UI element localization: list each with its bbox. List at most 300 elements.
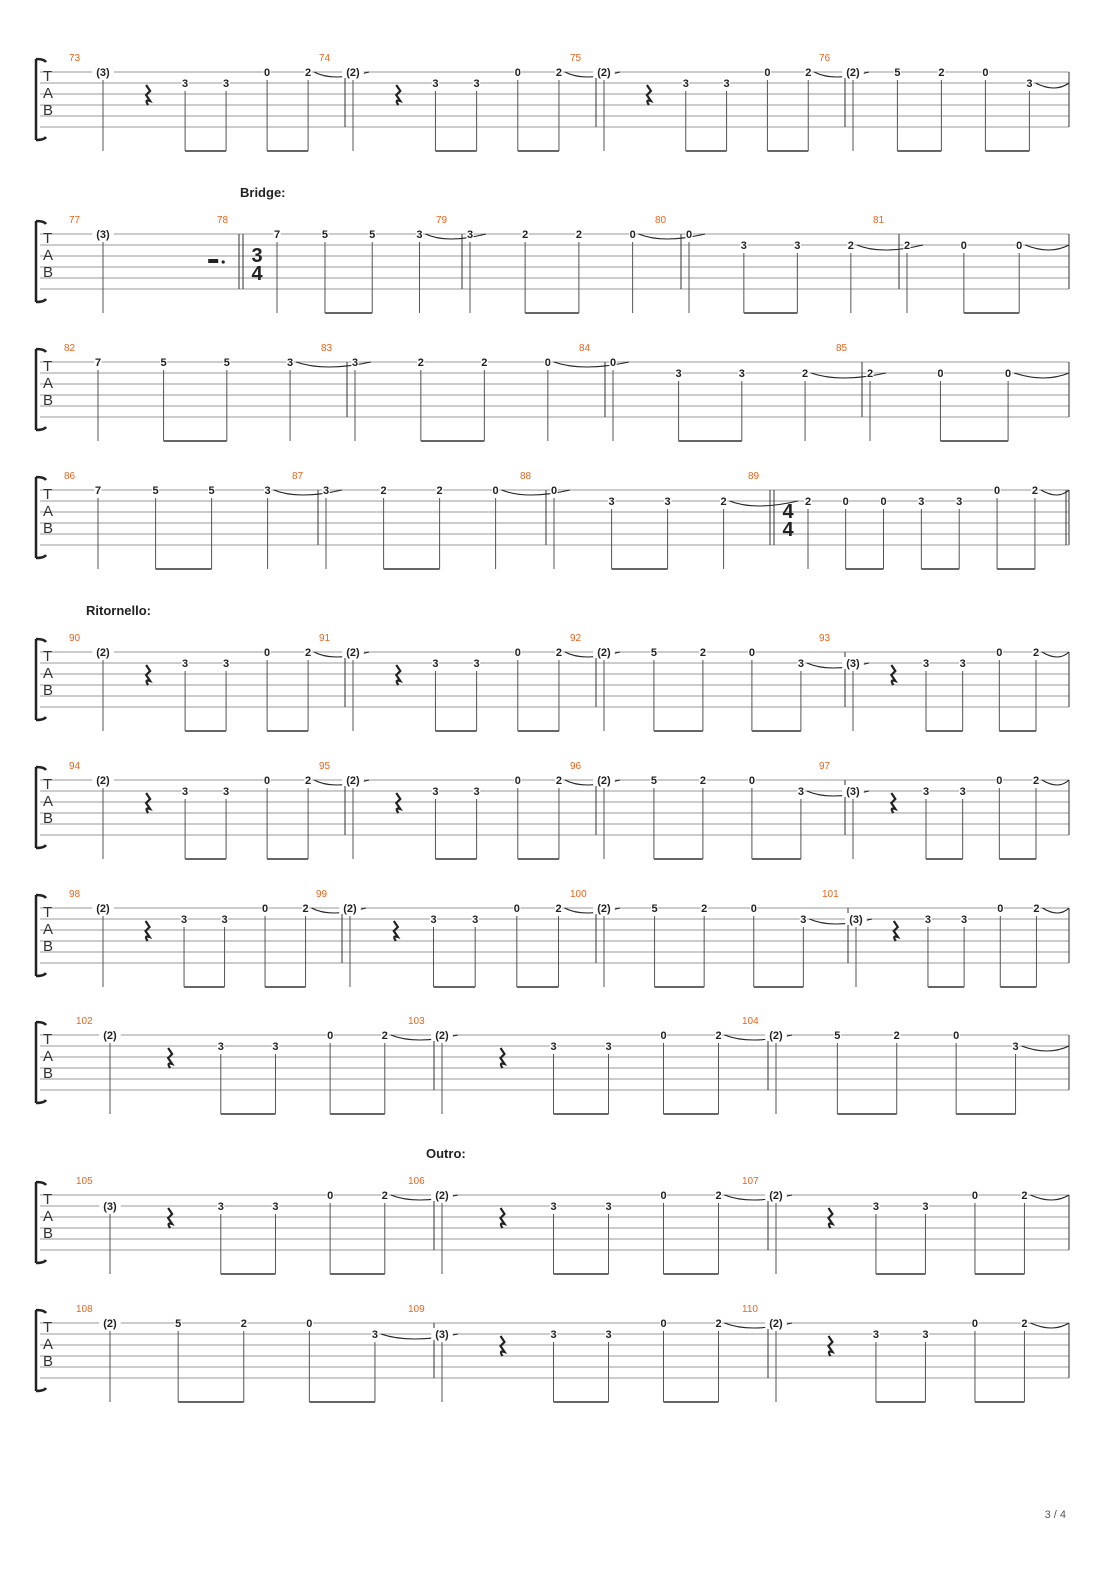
fret-number: 2 — [305, 775, 312, 787]
fret-number: 0 — [996, 775, 1003, 787]
fret-number: 2 — [417, 357, 424, 369]
measure — [321, 343, 629, 441]
quarter-rest — [891, 665, 895, 685]
tie-arc — [1025, 245, 1069, 250]
tie-arc — [425, 234, 486, 239]
fret-number: 0 — [880, 496, 887, 508]
quarter-rest — [501, 1048, 505, 1068]
fret-number: 3 — [922, 1201, 929, 1213]
fret-number: 0 — [264, 775, 271, 787]
tab-clef-letter: A — [43, 375, 54, 392]
measure-number: 106 — [408, 1176, 425, 1187]
measure — [570, 889, 872, 987]
tie-arc — [857, 245, 923, 250]
tie-arc — [1035, 83, 1069, 88]
measure-number: 79 — [436, 215, 448, 226]
fret-number: 5 — [175, 1318, 182, 1330]
fret-number: 3 — [432, 78, 439, 90]
tab-clef-letter: T — [43, 1191, 53, 1208]
fret-number: 3 — [959, 658, 966, 670]
tie-arc — [502, 490, 570, 495]
fret-number: 7 — [273, 229, 281, 241]
measure — [217, 215, 486, 313]
fret-number: 3 — [221, 914, 228, 926]
measure — [819, 761, 1069, 859]
measure-number: 93 — [819, 633, 831, 644]
tie-arc — [639, 234, 705, 239]
measure — [76, 1304, 458, 1402]
section-label: Outro: — [426, 1146, 466, 1161]
measure — [819, 53, 1069, 151]
tab-clef-letter: A — [43, 665, 54, 682]
fret-number: (2) — [103, 1318, 117, 1330]
fret-number: 3 — [797, 786, 804, 798]
fret-number: 0 — [306, 1318, 313, 1330]
fret-number: 3 — [223, 786, 230, 798]
fret-number: 3 — [466, 229, 474, 241]
measure-number: 107 — [742, 1176, 759, 1187]
fret-number: 3 — [182, 658, 189, 670]
measure — [742, 1304, 1069, 1402]
fret-number: (2) — [597, 775, 611, 787]
measure — [69, 633, 369, 731]
fret-number: 0 — [842, 496, 849, 508]
fret-number: 3 — [217, 1041, 224, 1053]
fret-number: (2) — [346, 775, 360, 787]
tab-system — [36, 53, 1069, 151]
tab-system — [36, 343, 1069, 441]
tab-clef-letter: T — [43, 230, 53, 247]
fret-number: 2 — [1031, 485, 1038, 497]
fret-number: (2) — [597, 903, 611, 915]
fret-number: 5 — [894, 67, 901, 79]
fret-number: 3 — [794, 240, 801, 252]
fret-number: (2) — [769, 1030, 783, 1042]
half-rest — [208, 259, 218, 263]
measure — [69, 761, 369, 859]
fret-number: 0 — [544, 357, 551, 369]
fret-number: 3 — [797, 658, 804, 670]
tie-arc — [1042, 652, 1069, 657]
tab-clef-letter: A — [43, 85, 54, 102]
tab-system — [36, 1146, 1069, 1274]
tab-clef-letter: A — [43, 503, 54, 520]
tie-arc — [1014, 373, 1069, 378]
measure-number: 98 — [69, 889, 81, 900]
fret-number: (3) — [103, 1201, 117, 1213]
fret-number: 5 — [651, 903, 658, 915]
fret-number: 0 — [937, 368, 944, 380]
fret-number: 3 — [872, 1201, 880, 1213]
measure-number: 86 — [64, 471, 76, 482]
fret-number: 3 — [550, 1201, 557, 1213]
time-signature-bottom: 4 — [251, 263, 263, 285]
tab-clef-letter: B — [43, 264, 54, 281]
fret-number: 3 — [473, 78, 480, 90]
fret-number: (2) — [343, 903, 357, 915]
fret-number: (2) — [96, 903, 110, 915]
section-label: Ritornello: — [86, 603, 151, 618]
fret-number: 3 — [182, 78, 189, 90]
measure — [64, 343, 371, 441]
tab-clef-letter: B — [43, 520, 54, 537]
measure-number: 84 — [579, 343, 591, 354]
tab-clef-letter: B — [43, 1353, 54, 1370]
fret-number: 3 — [473, 786, 480, 798]
fret-number: 3 — [608, 496, 615, 508]
fret-number: 3 — [922, 1329, 929, 1341]
measure — [76, 1016, 458, 1114]
measure-number: 99 — [316, 889, 328, 900]
tie-arc — [554, 362, 629, 367]
fret-number: 0 — [971, 1318, 979, 1330]
measure — [742, 1176, 1069, 1274]
measure-number: 77 — [69, 215, 81, 226]
fret-number: 2 — [720, 496, 727, 508]
tab-clef-letter: T — [43, 68, 53, 85]
fret-number: 2 — [893, 1030, 900, 1042]
quarter-rest — [891, 793, 895, 813]
fret-number: 2 — [804, 496, 812, 508]
fret-number: 2 — [481, 357, 488, 369]
fret-number: 3 — [272, 1041, 279, 1053]
fret-number: 0 — [327, 1190, 334, 1202]
quarter-rest — [146, 921, 150, 941]
fret-number: 3 — [351, 357, 359, 369]
fret-number: (2) — [769, 1318, 783, 1330]
fret-number: 3 — [217, 1201, 224, 1213]
fret-number: 3 — [605, 1201, 612, 1213]
fret-number: (2) — [346, 647, 360, 659]
tab-clef-letter: B — [43, 392, 54, 409]
fret-number: 0 — [264, 67, 271, 79]
quarter-rest — [168, 1048, 172, 1068]
tie-arc — [1041, 490, 1069, 495]
measure-number: 85 — [836, 343, 848, 354]
tab-system — [36, 761, 1069, 859]
fret-number: 2 — [715, 1030, 722, 1042]
fret-number: 2 — [1021, 1190, 1028, 1202]
fret-number: 0 — [1016, 240, 1023, 252]
fret-number: 5 — [208, 485, 215, 497]
fret-number: 3 — [605, 1329, 612, 1341]
fret-number: (2) — [96, 647, 110, 659]
tie-arc — [296, 362, 371, 367]
measure-number: 104 — [742, 1016, 759, 1027]
measure — [408, 1176, 792, 1274]
fret-number: 3 — [1012, 1041, 1019, 1053]
fret-number: 0 — [261, 903, 269, 915]
measure — [748, 471, 1069, 569]
quarter-rest — [394, 921, 398, 941]
quarter-rest — [146, 793, 150, 813]
fret-number: 0 — [996, 647, 1003, 659]
fret-number: 0 — [514, 67, 521, 79]
measure-number: 88 — [520, 471, 532, 482]
fret-number: (3) — [435, 1329, 449, 1341]
fret-number: 3 — [180, 914, 188, 926]
tie-arc — [1022, 1046, 1069, 1051]
fret-number: 0 — [960, 240, 967, 252]
fret-number: 3 — [473, 658, 480, 670]
measure — [570, 761, 869, 859]
measure-number: 110 — [742, 1304, 758, 1315]
fret-number: 2 — [805, 67, 812, 79]
tab-clef-letter: B — [43, 682, 54, 699]
tab-clef-letter: B — [43, 938, 54, 955]
fret-number: 3 — [924, 914, 932, 926]
fret-number: 7 — [94, 485, 102, 497]
tab-clef-letter: A — [43, 1048, 54, 1065]
fret-number: 5 — [152, 485, 159, 497]
measure — [579, 343, 886, 441]
fret-number: 0 — [748, 775, 755, 787]
measure — [742, 1016, 1069, 1114]
fret-number: 0 — [660, 1030, 667, 1042]
measure — [520, 471, 798, 569]
fret-number: 3 — [961, 914, 968, 926]
measure-number: 94 — [69, 761, 81, 772]
fret-number: 3 — [740, 240, 747, 252]
tie-arc — [1042, 780, 1069, 785]
quarter-rest — [396, 793, 400, 813]
fret-number: 3 — [800, 914, 807, 926]
fret-number: 0 — [994, 485, 1001, 497]
fret-number: 3 — [264, 485, 271, 497]
measure-number: 101 — [822, 889, 839, 900]
measure-number: 80 — [655, 215, 667, 226]
measure-number: 91 — [319, 633, 331, 644]
quarter-rest — [894, 921, 898, 941]
fret-number: 3 — [322, 485, 330, 497]
quarter-rest — [828, 1208, 832, 1228]
measure — [408, 1016, 792, 1114]
fret-number: 0 — [982, 67, 989, 79]
measure-number: 103 — [408, 1016, 425, 1027]
fret-number: 0 — [550, 485, 558, 497]
fret-number: 5 — [834, 1030, 841, 1042]
fret-number: 2 — [847, 240, 854, 252]
fret-number: 5 — [160, 357, 167, 369]
fret-number: 2 — [866, 368, 874, 380]
quarter-rest — [501, 1208, 505, 1228]
fret-number: 3 — [675, 368, 682, 380]
fret-number: (2) — [597, 647, 611, 659]
tab-system — [36, 1016, 1069, 1114]
section-label: Bridge: — [240, 185, 286, 200]
measure-number: 96 — [570, 761, 582, 772]
tab-system — [36, 1304, 1069, 1402]
fret-number: 2 — [522, 229, 529, 241]
measure-number: 109 — [408, 1304, 425, 1315]
measure — [64, 471, 342, 569]
fret-number: 2 — [381, 1030, 388, 1042]
fret-number: (3) — [96, 229, 110, 241]
fret-number: 7 — [94, 357, 102, 369]
tab-clef-letter: B — [43, 1225, 54, 1242]
fret-number: (2) — [597, 67, 611, 79]
fret-number: 0 — [513, 903, 520, 915]
measure — [319, 53, 620, 151]
tab-clef-letter: A — [43, 793, 54, 810]
fret-number: 3 — [416, 229, 423, 241]
fret-number: 0 — [514, 647, 521, 659]
fret-number: (3) — [846, 658, 860, 670]
measure — [319, 761, 620, 859]
tab-clef-letter: A — [43, 247, 54, 264]
measure — [319, 633, 620, 731]
measure — [69, 53, 369, 151]
fret-number: 3 — [272, 1201, 279, 1213]
fret-number: 3 — [682, 78, 689, 90]
measure-number: 95 — [319, 761, 331, 772]
fret-number: 3 — [956, 496, 963, 508]
tie-arc — [811, 373, 886, 378]
tab-clef-letter: T — [43, 1031, 53, 1048]
measure — [570, 53, 869, 151]
fret-number: 2 — [699, 647, 706, 659]
tab-clef-letter: A — [43, 1208, 54, 1225]
fret-number: (2) — [346, 67, 360, 79]
tab-clef-letter: T — [43, 358, 53, 375]
fret-number: 5 — [369, 229, 376, 241]
fret-number: 2 — [575, 229, 582, 241]
measure-number: 89 — [748, 471, 760, 482]
time-signature-top: 3 — [251, 245, 263, 267]
fret-number: 5 — [223, 357, 230, 369]
quarter-rest — [501, 1336, 505, 1356]
tab-system — [36, 185, 1069, 313]
tab-system — [36, 889, 1069, 987]
tab-clef-letter: T — [43, 486, 53, 503]
fret-number: 3 — [872, 1329, 880, 1341]
fret-number: 3 — [738, 368, 745, 380]
fret-number: 3 — [605, 1041, 612, 1053]
measure-number: 82 — [64, 343, 76, 354]
fret-number: 0 — [764, 67, 771, 79]
fret-number: 0 — [264, 647, 271, 659]
fret-number: 2 — [555, 903, 562, 915]
fret-number: 2 — [555, 67, 563, 79]
measure — [570, 633, 869, 731]
measure-number: 74 — [319, 53, 331, 64]
fret-number: 2 — [1032, 647, 1040, 659]
quarter-rest — [396, 665, 400, 685]
fret-number: (2) — [96, 775, 110, 787]
measure — [69, 889, 366, 987]
fret-number: 3 — [959, 786, 966, 798]
time-signature-top: 4 — [782, 501, 794, 523]
tab-clef-letter: T — [43, 904, 53, 921]
fret-number: 3 — [287, 357, 294, 369]
fret-number: 2 — [699, 775, 706, 787]
fret-number: 2 — [1021, 1318, 1028, 1330]
tab-clef-letter: T — [43, 776, 53, 793]
quarter-rest — [647, 85, 651, 105]
fret-number: (2) — [435, 1190, 449, 1202]
measure-number: 81 — [873, 215, 885, 226]
fret-number: 5 — [321, 229, 329, 241]
measure — [436, 215, 705, 313]
fret-number: (2) — [769, 1190, 783, 1202]
measure-number: 87 — [292, 471, 304, 482]
measure — [655, 215, 923, 313]
tab-clef-letter: T — [43, 648, 53, 665]
quarter-rest — [146, 665, 150, 685]
fret-number: 2 — [701, 903, 708, 915]
fret-number: (3) — [96, 67, 110, 79]
measure-number: 73 — [69, 53, 81, 64]
fret-number: 5 — [650, 647, 657, 659]
fret-number: 2 — [715, 1190, 722, 1202]
measure-number: 108 — [76, 1304, 93, 1315]
fret-number: 3 — [918, 496, 925, 508]
fret-number: (2) — [103, 1030, 117, 1042]
fret-number: 0 — [660, 1318, 667, 1330]
fret-number: 3 — [430, 914, 437, 926]
measure — [873, 215, 1069, 313]
fret-number: 3 — [182, 786, 189, 798]
fret-number: 3 — [550, 1041, 557, 1053]
measure-number: 102 — [76, 1016, 93, 1027]
fret-number: 0 — [971, 1190, 979, 1202]
fret-number: (3) — [846, 786, 860, 798]
measure-number: 92 — [570, 633, 582, 644]
rest-dot — [222, 260, 225, 263]
measure-number: 78 — [217, 215, 229, 226]
fret-number: 0 — [685, 229, 693, 241]
measure-number: 76 — [819, 53, 831, 64]
tab-system — [36, 603, 1069, 731]
tab-clef-letter: B — [43, 810, 54, 827]
quarter-rest — [168, 1208, 172, 1228]
fret-number: 2 — [302, 903, 309, 915]
fret-number: 2 — [1033, 903, 1040, 915]
tab-system — [36, 471, 1069, 569]
tab-clef-letter: B — [43, 1065, 54, 1082]
measure — [408, 1304, 792, 1402]
fret-number: 3 — [922, 658, 930, 670]
fret-number: 2 — [555, 775, 563, 787]
quarter-rest — [146, 85, 150, 105]
fret-number: 5 — [650, 775, 657, 787]
quarter-rest — [828, 1336, 832, 1356]
fret-number: (2) — [435, 1030, 449, 1042]
fret-number: (3) — [849, 914, 863, 926]
fret-number: 3 — [550, 1329, 557, 1341]
tie-arc — [1042, 908, 1069, 913]
measure — [316, 889, 620, 987]
tie-arc — [1030, 1195, 1069, 1200]
tab-clef-letter: A — [43, 1336, 54, 1353]
tab-clef-letter: B — [43, 102, 54, 119]
fret-number: 0 — [514, 775, 521, 787]
fret-number: 2 — [381, 1190, 388, 1202]
fret-number: 2 — [555, 647, 563, 659]
fret-number: 3 — [223, 78, 230, 90]
measure-number: 90 — [69, 633, 81, 644]
fret-number: 2 — [436, 485, 443, 497]
fret-number: 0 — [748, 647, 755, 659]
fret-number: 0 — [997, 903, 1004, 915]
fret-number: 2 — [715, 1318, 722, 1330]
fret-number: 0 — [1005, 368, 1012, 380]
tab-clef-letter: A — [43, 921, 54, 938]
measure — [76, 1176, 458, 1274]
fret-number: 2 — [305, 647, 312, 659]
measure — [822, 889, 1069, 987]
measure-number: 105 — [76, 1176, 93, 1187]
